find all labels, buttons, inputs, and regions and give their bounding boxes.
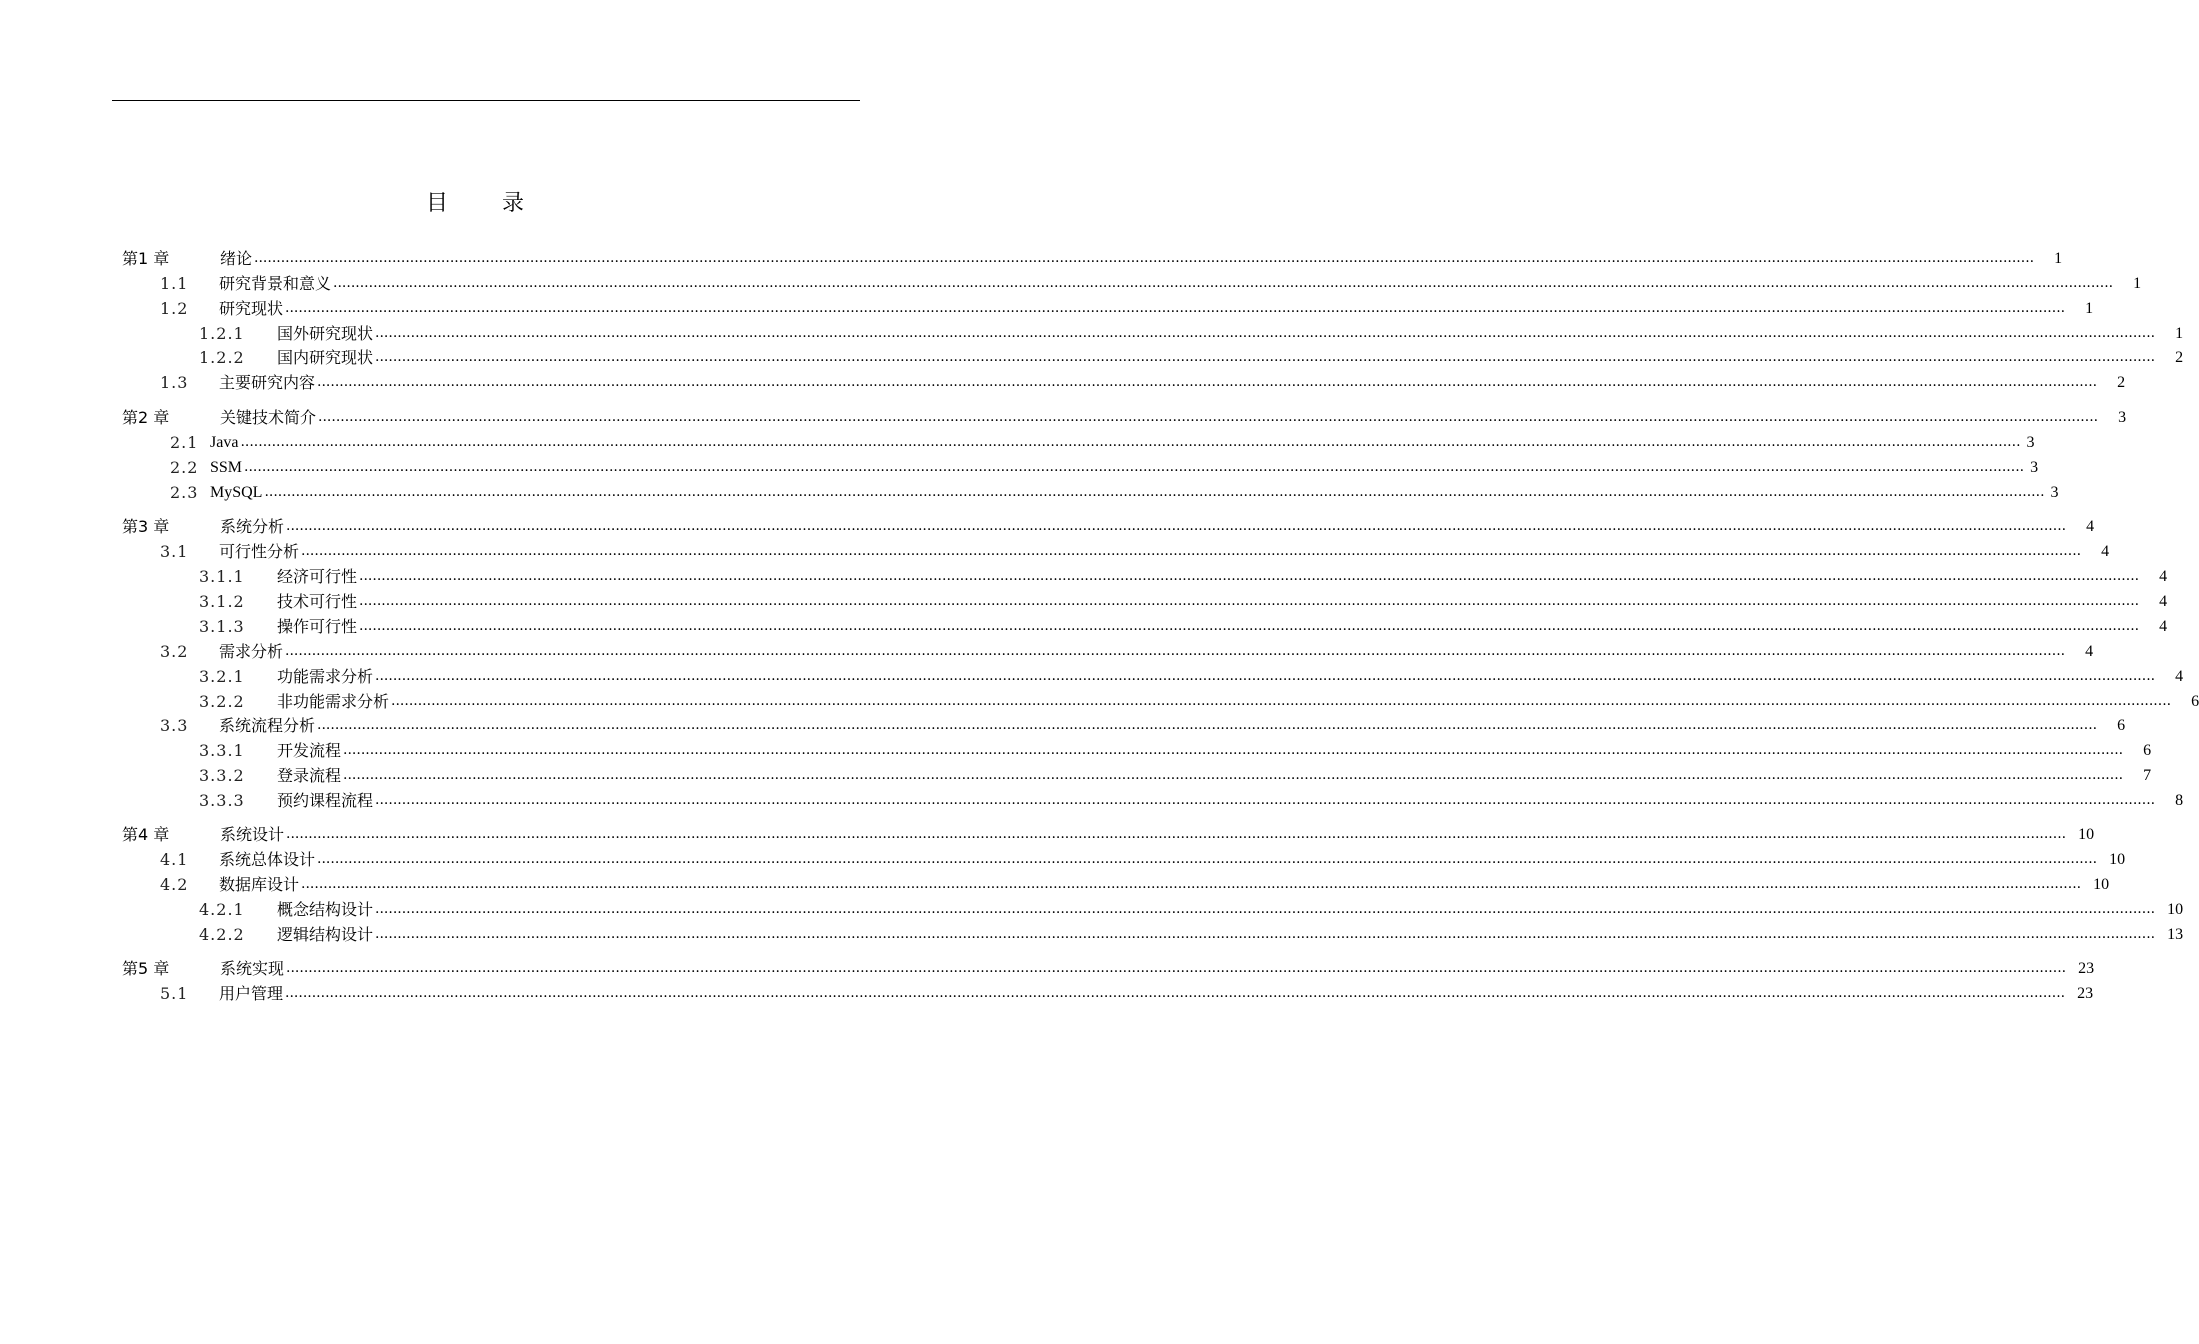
- toc-entry-number: 4.1: [160, 850, 189, 869]
- toc-entry-page-number: 10: [2078, 826, 2095, 843]
- toc-section-entry[interactable]: [199, 321, 2184, 346]
- toc-entry-label: 用户管理: [219, 984, 284, 1003]
- toc-entry-number: 5.1: [160, 984, 189, 1003]
- toc-entry-page-number: 4: [2159, 618, 2168, 635]
- toc-entry-label: 系统设计: [220, 825, 285, 844]
- dot-leader: ................................................................................................................................................................................................................................................................................................................................................................................................................: [285, 643, 2066, 659]
- toc-entry-number: 3.3.2: [199, 766, 245, 785]
- toc-section-entry[interactable]: [199, 689, 2199, 714]
- toc-entry-number: 3.2: [160, 642, 189, 661]
- toc-entry-number: 3.2.1: [199, 667, 245, 686]
- dot-leader: ................................................................................................................................................................................................................................................................................................................................................................................................................: [301, 543, 2082, 559]
- toc-entry-label: 登录流程: [277, 766, 342, 785]
- toc-entry-label: 国内研究现状: [277, 348, 374, 367]
- toc-entry-number: 3.1: [160, 542, 189, 561]
- toc-entry-page-number: 3: [2050, 484, 2059, 501]
- toc-section-entry[interactable]: [170, 480, 2059, 505]
- toc-chapter-entry[interactable]: [122, 405, 2127, 430]
- toc-entry-number: 3.3.3: [199, 791, 245, 810]
- toc-entry-label: 系统实现: [220, 959, 285, 978]
- dot-leader: ................................................................................................................................................................................................................................................................................................................................................................................................................: [286, 826, 2067, 842]
- toc-entry-label: 研究现状: [219, 299, 284, 318]
- dot-leader: ................................................................................................................................................................................................................................................................................................................................................................................................................: [359, 593, 2140, 609]
- toc-section-entry[interactable]: [160, 713, 2126, 738]
- toc-chapter-entry[interactable]: [122, 246, 2063, 271]
- dot-leader: ................................................................................................................................................................................................................................................................................................................................................................................................................: [359, 618, 2140, 634]
- toc-entry-number: 3.2.2: [199, 692, 245, 711]
- dot-leader: ................................................................................................................................................................................................................................................................................................................................................................................................................: [301, 876, 2082, 892]
- toc-entry-number: 2.2: [170, 458, 199, 477]
- toc-section-entry[interactable]: [199, 763, 2152, 788]
- toc-section-entry[interactable]: [160, 296, 2094, 321]
- toc-section-entry[interactable]: [199, 564, 2168, 589]
- toc-entry-label: 系统总体设计: [219, 850, 316, 869]
- dot-leader: ................................................................................................................................................................................................................................................................................................................................................................................................................: [333, 275, 2114, 291]
- toc-section-entry[interactable]: [199, 589, 2168, 614]
- toc-title-char-1: 目: [425, 191, 448, 216]
- toc-entry-page-number: 10: [2109, 851, 2126, 868]
- toc-entry-page-number: 6: [2143, 742, 2152, 759]
- toc-section-entry[interactable]: [170, 455, 2039, 480]
- dot-leader: ................................................................................................................................................................................................................................................................................................................................................................................................................: [375, 926, 2156, 942]
- toc-title: [0, 186, 950, 217]
- toc-section-entry[interactable]: [160, 847, 2126, 872]
- toc-entry-label: 非功能需求分析: [277, 692, 390, 711]
- toc-entry-page-number: 6: [2117, 717, 2126, 734]
- toc-entry-number: 1.2.1: [199, 324, 245, 343]
- toc-entry-number: 2.3: [170, 483, 199, 502]
- toc-entry-number: 1.1: [160, 274, 189, 293]
- toc-entry-number: 第3 章: [122, 517, 170, 536]
- toc-entry-page-number: 6: [2191, 693, 2199, 710]
- toc-entry-page-number: 2: [2175, 349, 2184, 366]
- toc-entry-label: 操作可行性: [277, 617, 358, 636]
- dot-leader: ................................................................................................................................................................................................................................................................................................................................................................................................................: [375, 668, 2156, 684]
- toc-entry-number: 4.2: [160, 875, 189, 894]
- dot-leader: ................................................................................................................................................................................................................................................................................................................................................................................................................: [254, 250, 2035, 266]
- toc-chapter-entry[interactable]: [122, 822, 2095, 847]
- toc-entry-number: 第4 章: [122, 825, 170, 844]
- toc-section-entry[interactable]: [160, 370, 2126, 395]
- toc-entry-number: 3.3.1: [199, 741, 245, 760]
- toc-entry-page-number: 4: [2085, 643, 2094, 660]
- dot-leader: ................................................................................................................................................................................................................................................................................................................................................................................................................: [285, 300, 2066, 316]
- toc-section-entry[interactable]: [199, 614, 2168, 639]
- toc-entry-page-number: 1: [2133, 275, 2142, 292]
- toc-entry-page-number: 10: [2167, 901, 2184, 918]
- toc-entry-page-number: 4: [2159, 568, 2168, 585]
- toc-entry-label: 绪论: [220, 249, 253, 268]
- toc-entry-label: 功能需求分析: [277, 667, 374, 686]
- toc-entry-number: 4.2.1: [199, 900, 245, 919]
- dot-leader: ................................................................................................................................................................................................................................................................................................................................................................................................................: [264, 484, 2045, 500]
- toc-entry-number: 第2 章: [122, 408, 170, 427]
- toc-entry-page-number: 4: [2175, 668, 2184, 685]
- dot-leader: ................................................................................................................................................................................................................................................................................................................................................................................................................: [317, 851, 2098, 867]
- toc-entry-label: 技术可行性: [277, 592, 358, 611]
- toc-entry-number: 2.1: [170, 433, 199, 452]
- toc-entry-page-number: 3: [2026, 434, 2035, 451]
- toc-section-entry[interactable]: [199, 664, 2184, 689]
- toc-section-entry[interactable]: [160, 872, 2110, 897]
- toc-entry-page-number: 10: [2093, 876, 2110, 893]
- toc-section-entry[interactable]: [199, 922, 2184, 947]
- toc-entry-number: 1.3: [160, 373, 189, 392]
- dot-leader: ................................................................................................................................................................................................................................................................................................................................................................................................................: [375, 349, 2156, 365]
- toc-entry-label: 经济可行性: [277, 567, 358, 586]
- dot-leader: ................................................................................................................................................................................................................................................................................................................................................................................................................: [240, 434, 2021, 450]
- dot-leader: ................................................................................................................................................................................................................................................................................................................................................................................................................: [375, 901, 2156, 917]
- dot-leader: ................................................................................................................................................................................................................................................................................................................................................................................................................: [285, 985, 2066, 1001]
- toc-entry-number: 1.2: [160, 299, 189, 318]
- toc-entry-page-number: 3: [2030, 459, 2039, 476]
- toc-entry-label: MySQL: [210, 484, 263, 501]
- toc-entry-label: 系统分析: [220, 517, 285, 536]
- toc-section-entry[interactable]: [199, 897, 2184, 922]
- toc-entry-label: 主要研究内容: [219, 373, 316, 392]
- toc-entry-label: 数据库设计: [219, 875, 300, 894]
- dot-leader: ................................................................................................................................................................................................................................................................................................................................................................................................................: [244, 459, 2025, 475]
- toc-entry-number: 3.3: [160, 716, 189, 735]
- dot-leader: ................................................................................................................................................................................................................................................................................................................................................................................................................: [343, 767, 2124, 783]
- toc-entry-number: 第5 章: [122, 959, 170, 978]
- toc-entry-number: 1.2.2: [199, 348, 245, 367]
- toc-section-entry[interactable]: [160, 639, 2094, 664]
- header-rule: [112, 100, 860, 101]
- toc-entry-number: 3.1.3: [199, 617, 245, 636]
- toc-entry-label: 逻辑结构设计: [277, 925, 374, 944]
- toc-entry-label: SSM: [210, 459, 243, 476]
- toc-title-char-2: 录: [502, 191, 525, 216]
- toc-section-entry[interactable]: [160, 539, 2110, 564]
- toc-entry-page-number: 23: [2078, 960, 2095, 977]
- toc-entry-page-number: 13: [2167, 926, 2184, 943]
- dot-leader: ................................................................................................................................................................................................................................................................................................................................................................................................................: [375, 792, 2156, 808]
- toc-entry-label: 系统流程分析: [219, 716, 316, 735]
- toc-entry-label: Java: [210, 434, 239, 451]
- toc-entry-number: 4.2.2: [199, 925, 245, 944]
- toc-section-entry[interactable]: [160, 271, 2142, 296]
- toc-entry-label: 可行性分析: [219, 542, 300, 561]
- toc-section-entry[interactable]: [199, 788, 2184, 813]
- toc-entry-page-number: 8: [2175, 792, 2184, 809]
- dot-leader: ................................................................................................................................................................................................................................................................................................................................................................................................................: [317, 717, 2098, 733]
- toc-entry-page-number: 4: [2086, 518, 2095, 535]
- toc-entry-label: 关键技术简介: [220, 408, 317, 427]
- toc-entry-label: 概念结构设计: [277, 900, 374, 919]
- toc-section-entry[interactable]: [199, 345, 2184, 370]
- toc-entry-page-number: 3: [2118, 409, 2127, 426]
- toc-entry-page-number: 1: [2085, 300, 2094, 317]
- toc-chapter-entry[interactable]: [122, 956, 2095, 981]
- toc-entry-page-number: 1: [2054, 250, 2063, 267]
- dot-leader: ................................................................................................................................................................................................................................................................................................................................................................................................................: [317, 374, 2098, 390]
- dot-leader: ................................................................................................................................................................................................................................................................................................................................................................................................................: [343, 742, 2124, 758]
- toc-entry-label: 研究背景和意义: [219, 274, 332, 293]
- toc-chapter-entry[interactable]: [122, 514, 2095, 539]
- toc-section-entry[interactable]: [160, 981, 2094, 1006]
- dot-leader: ................................................................................................................................................................................................................................................................................................................................................................................................................: [375, 325, 2156, 341]
- toc-entry-number: 3.1.1: [199, 567, 245, 586]
- toc-entry-label: 开发流程: [277, 741, 342, 760]
- toc-entry-page-number: 4: [2101, 543, 2110, 560]
- toc-entry-page-number: 23: [2077, 985, 2094, 1002]
- toc-entry-label: 国外研究现状: [277, 324, 374, 343]
- toc-entry-number: 第1 章: [122, 249, 170, 268]
- toc-entry-page-number: 4: [2159, 593, 2168, 610]
- toc-section-entry[interactable]: [199, 738, 2152, 763]
- toc-entry-number: 3.1.2: [199, 592, 245, 611]
- dot-leader: ................................................................................................................................................................................................................................................................................................................................................................................................................: [318, 409, 2099, 425]
- dot-leader: ................................................................................................................................................................................................................................................................................................................................................................................................................: [391, 693, 2172, 709]
- toc-entry-page-number: 7: [2143, 767, 2152, 784]
- dot-leader: ................................................................................................................................................................................................................................................................................................................................................................................................................: [286, 960, 2067, 976]
- toc-entry-page-number: 2: [2117, 374, 2126, 391]
- toc-section-entry[interactable]: [170, 430, 2035, 455]
- dot-leader: ................................................................................................................................................................................................................................................................................................................................................................................................................: [286, 518, 2067, 534]
- toc-entry-label: 预约课程流程: [277, 791, 374, 810]
- toc-entry-label: 需求分析: [219, 642, 284, 661]
- dot-leader: ................................................................................................................................................................................................................................................................................................................................................................................................................: [359, 568, 2140, 584]
- toc-entry-page-number: 1: [2175, 325, 2184, 342]
